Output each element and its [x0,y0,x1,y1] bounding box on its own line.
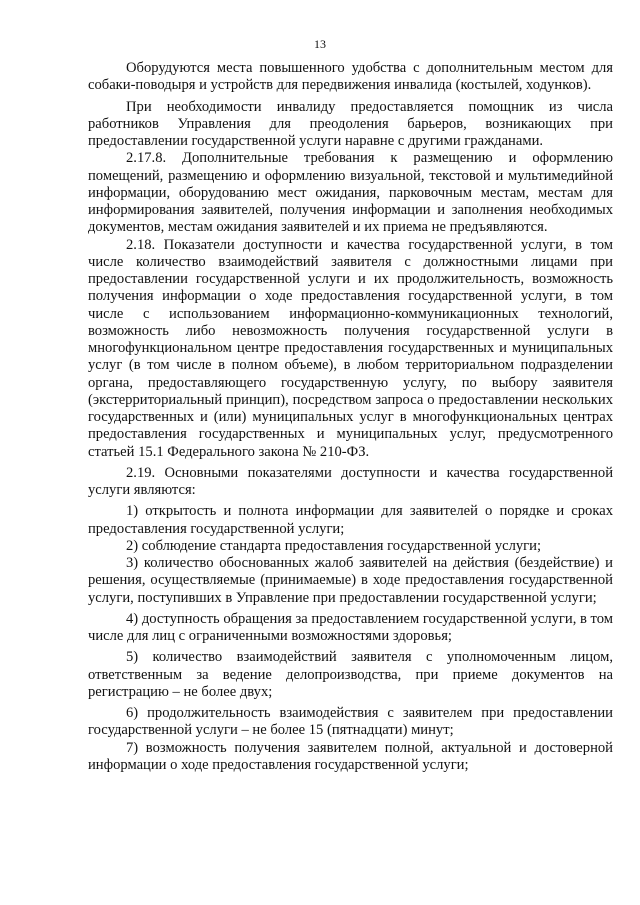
list-item-1: 1) открытость и полнота информации для заявителей о порядке и сроках предоставления государственной услуги; [88,503,613,537]
list-item-7: 7) возможность получения заявителем полной, актуальной и достоверной информации о ходе предоставления государственной услуги; [88,739,613,773]
paragraph-assistance-dog-places: Оборудуются места повышенного удобства с дополнительным местом для собаки-поводыря и устройств для передвижения инвалида (костылей, ходунков). [88,60,613,94]
list-item-6: 6) продолжительность взаимодействия с заявителем при предоставлении государственной услуги – не более 15 (пятнадцати) минут; [88,705,613,739]
list-item-3: 3) количество обоснованных жалоб заявителей на действия (бездействие) и решения, осуществляемые (принимаемые) в ходе предоставления государственной услуги, поступивших в Управление при предоставлении государственной услуги; [88,555,613,606]
paragraph-2-17-8: 2.17.8. Дополнительные требования к размещению и оформлению помещений, размещению и оформлению визуальной, текстовой и мультимедийной информации, оборудованию мест ожидания, парковочным местам, местам для информирования заявителей, получения информации и заполнения необходимых документов, местам ожидания заявителей и их приема не предъявляются. [88,150,613,236]
page-number: 13 [314,37,326,51]
list-item-2: 2) соблюдение стандарта предоставления государственной услуги; [126,537,542,554]
document-body [88,60,613,774]
paragraph-2-18: 2.18. Показатели доступности и качества государственной услуги, в том числе количество взаимодействий заявителя с должностными лицами при предоставлении государственной услуги и их продолжительность, возможность получения информации о ходе предоставления государственной услуги, в том числе с использованием информационно-коммуникационных технологий, возможность либо невозможность получения государственной услуги в многофункциональном центре предоставления государственных и муниципальных услуг (в том числе в полном объеме), в любом территориальном подразделении органа, предоставляющего государственную услугу, по выбору заявителя (экстерриториальный принцип), посредством запроса о предоставлении нескольких государственных и (или) муниципальных услуг в многофункциональных центрах предоставления государственных и муниципальных услуг, предусмотренного статьей 15.1 Федерального закона № 210-ФЗ. [88,236,613,460]
paragraph-assistant: При необходимости инвалиду предоставляется помощник из числа работников Управления для преодоления барьеров, возникающих при предоставлении государственной услуги наравне с другими гражданами. [88,98,613,149]
list-item-4: 4) доступность обращения за предоставлением государственной услуги, в том числе для лиц с ограниченными возможностями здоровья; [88,610,613,644]
list-item-5: 5) количество взаимодействий заявителя с уполномоченным лицом, ответственным за ведение делопроизводства, при приеме документов на регистрацию – не более двух; [88,649,613,700]
paragraph-2-19: 2.19. Основными показателями доступности и качества государственной услуги являются: [88,464,613,498]
